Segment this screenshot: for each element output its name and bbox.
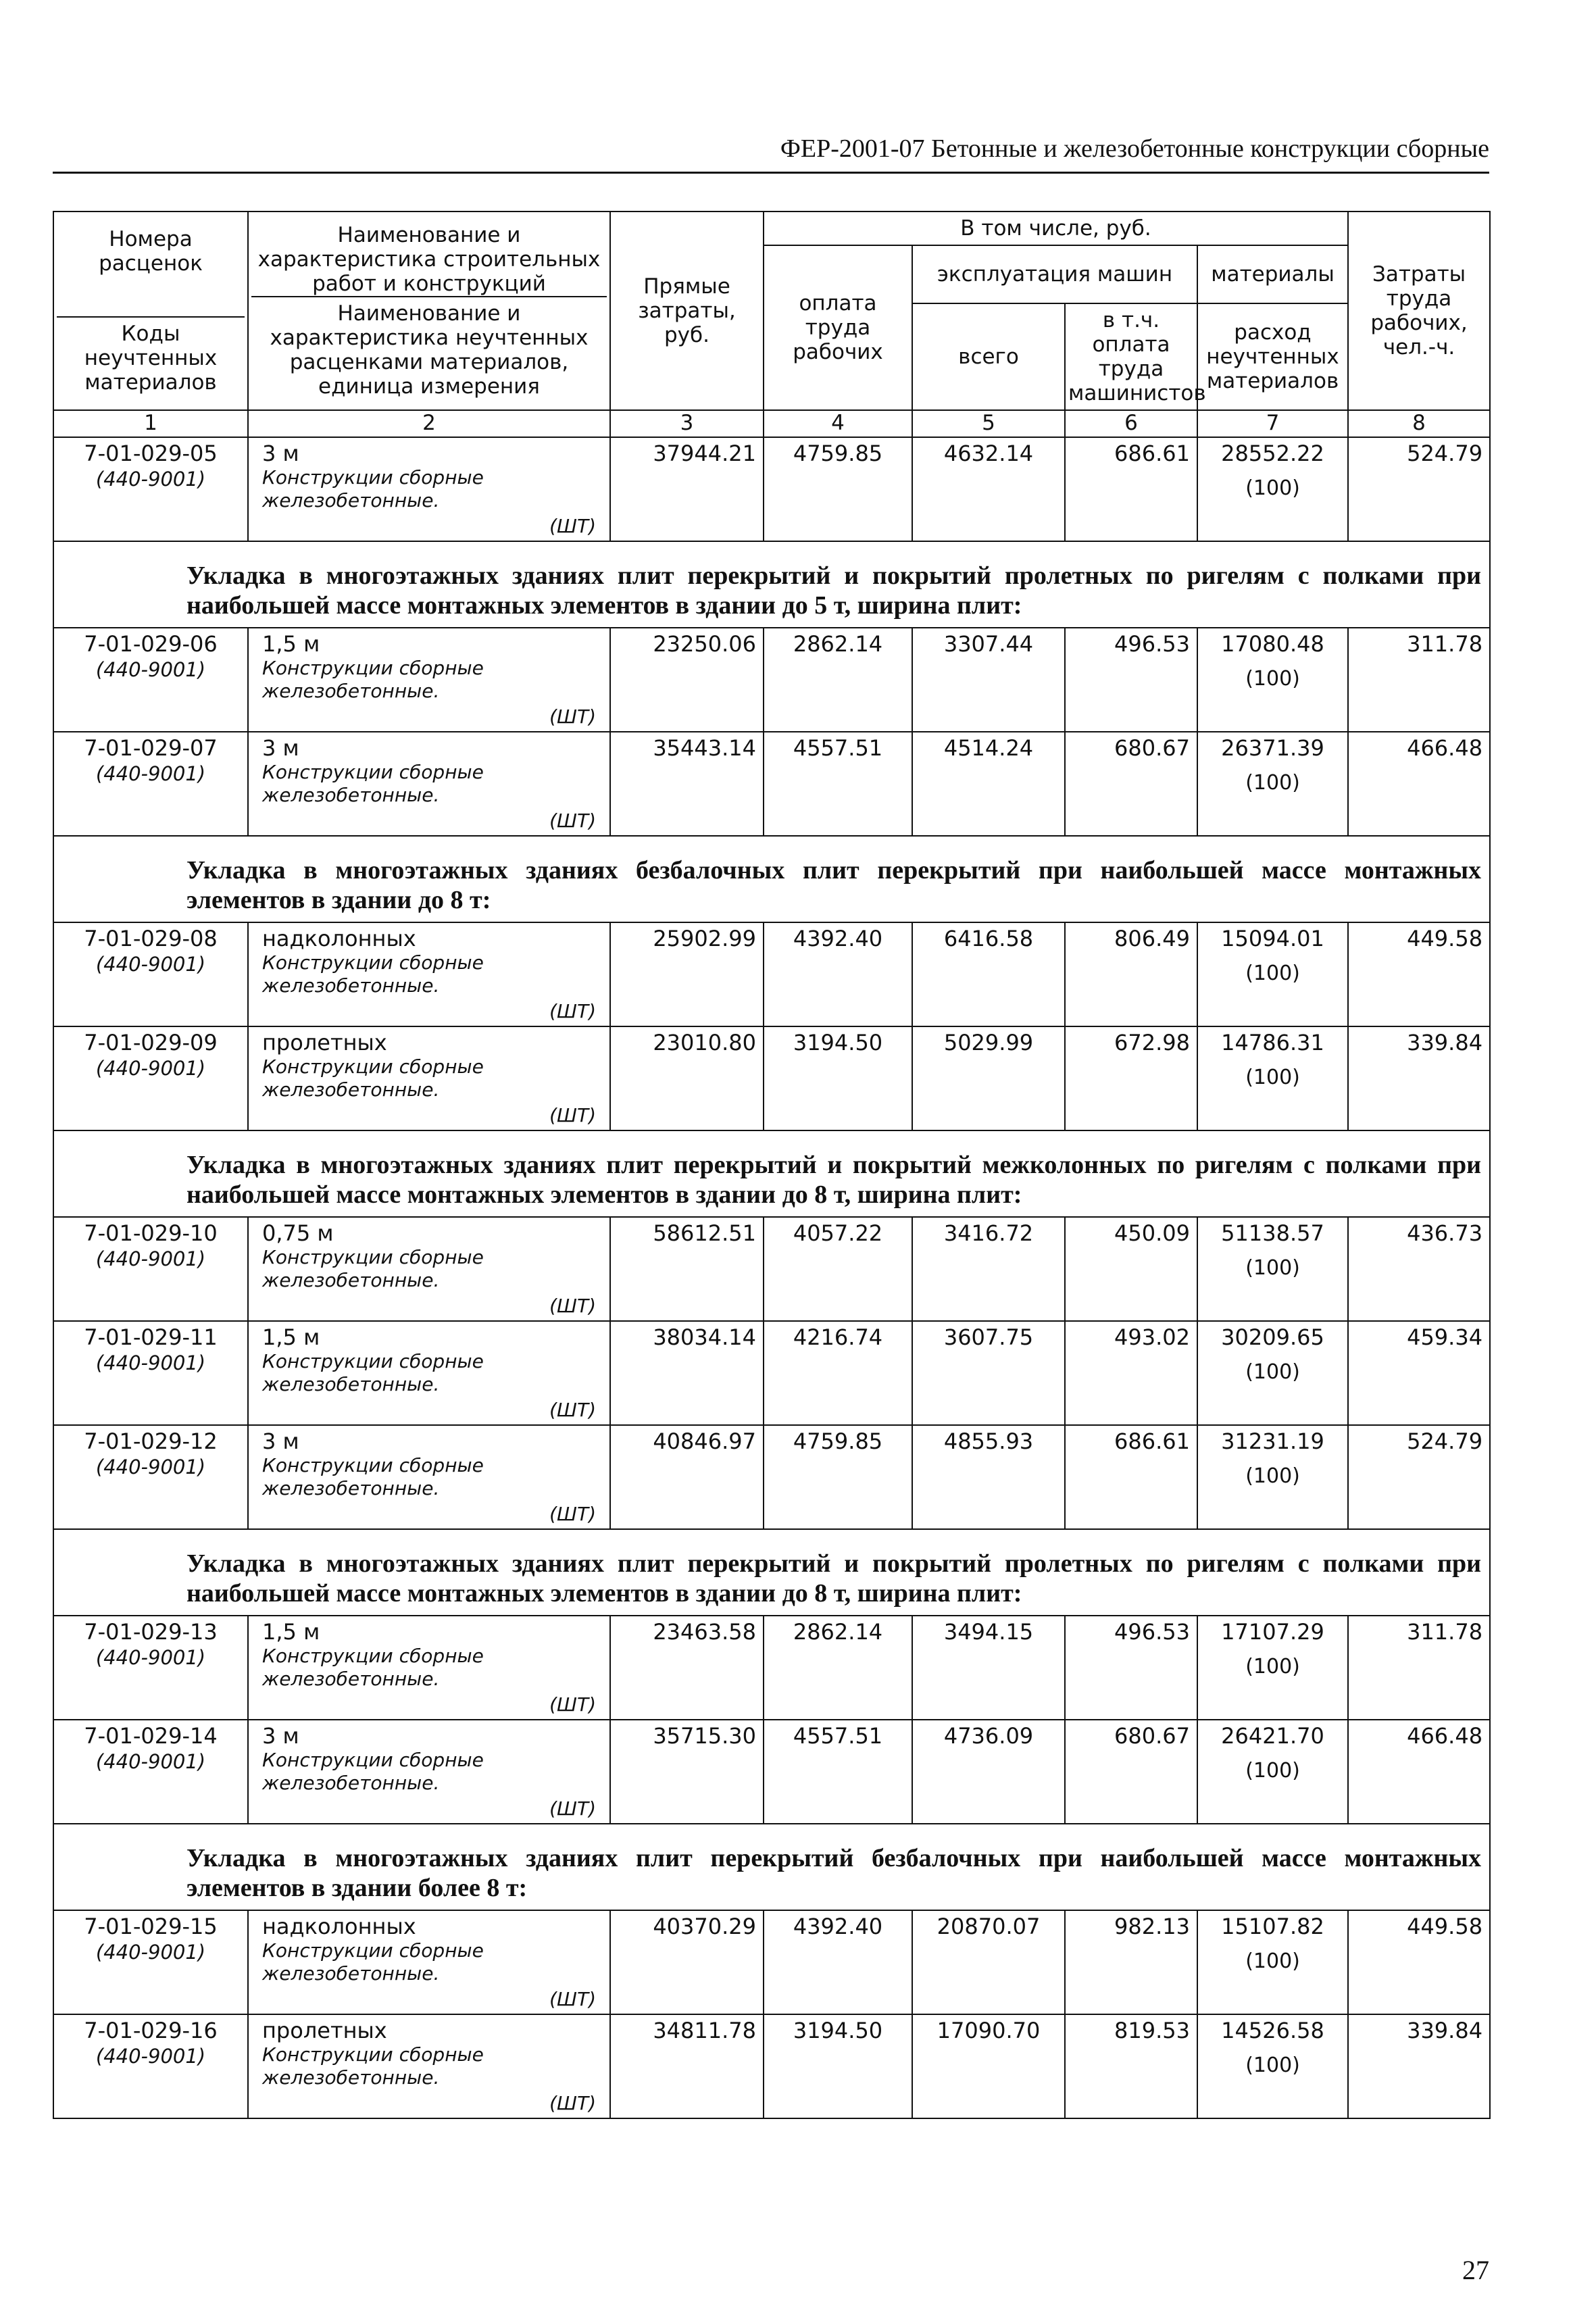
column-number: 7 [1197, 410, 1348, 437]
labor-hours: 436.73 [1348, 1217, 1490, 1321]
unit-label: (ШТ) [549, 515, 596, 537]
header-work-name: Наименование и характеристика строительных работ и конструкций [257, 223, 601, 296]
material-code: (440-9001) [95, 658, 206, 681]
material-quantity: (100) [1245, 1949, 1300, 1973]
rate-code-cell [53, 732, 248, 836]
labor-pay: 3194.50 [764, 2014, 912, 2118]
work-name-cell [248, 628, 610, 732]
unit-label: (ШТ) [549, 1295, 596, 1317]
unit-label: (ШТ) [549, 1000, 596, 1022]
materials-cell [1197, 732, 1348, 836]
materials-cost: 17080.48 [1221, 631, 1324, 657]
direct-costs: 40370.29 [610, 1910, 764, 2014]
column-number: 3 [610, 410, 764, 437]
materials-cell [1197, 437, 1348, 541]
rate-code: 7-01-029-13 [84, 1619, 218, 1645]
materials-cost: 15107.82 [1221, 1914, 1324, 1939]
work-name: 1,5 м [262, 1619, 320, 1645]
materials-cell [1197, 1616, 1348, 1720]
header-names-cell [248, 211, 610, 410]
work-name-cell [248, 2014, 610, 2118]
unit-label: (ШТ) [549, 2092, 596, 2114]
table-body [53, 211, 1490, 2118]
material-quantity: (100) [1245, 1360, 1300, 1384]
rate-code: 7-01-029-08 [84, 926, 218, 951]
table-row [53, 1616, 1490, 1720]
labor-hours: 459.34 [1348, 1321, 1490, 1425]
rate-code-cell [53, 1720, 248, 1824]
work-name: 3 м [262, 735, 299, 761]
materials-cost: 14526.58 [1221, 2018, 1324, 2043]
table-row [53, 1910, 1490, 2014]
header-material-codes: Коды неучтенных материалов [57, 316, 245, 395]
material-code: (440-9001) [95, 1750, 206, 1773]
work-name: 1,5 м [262, 1324, 320, 1350]
labor-hours: 449.58 [1348, 922, 1490, 1026]
materials-cost: 28552.22 [1221, 441, 1324, 466]
section-heading-row [53, 836, 1490, 922]
work-name: пролетных [262, 2018, 387, 2043]
section-heading: Укладка в многоэтажных зданиях плит перекрытий и покрытий пролетных по ригелям с полками при наибольшей массе монтажных элементов в здании до 5 т, ширина плит: [53, 541, 1490, 628]
material-quantity: (100) [1245, 1256, 1300, 1280]
work-name-cell [248, 437, 610, 541]
rate-code: 7-01-029-10 [84, 1220, 218, 1246]
table-row [53, 1026, 1490, 1130]
machines-total: 3607.75 [912, 1321, 1065, 1425]
header-direct-costs: Прямые затраты, руб. [610, 211, 764, 410]
header-machinists-pay: в т.ч. оплата труда машинистов [1065, 303, 1197, 410]
machines-total: 3494.15 [912, 1616, 1065, 1720]
machines-total: 3307.44 [912, 628, 1065, 732]
header-codes-cell [53, 211, 248, 410]
header-materials-label: материалы [1197, 245, 1348, 303]
material-quantity: (100) [1245, 1759, 1300, 1783]
work-name: 3 м [262, 1428, 299, 1454]
labor-pay: 4759.85 [764, 1425, 912, 1529]
material-name: Конструкции сборные железобетонные. [262, 2043, 484, 2089]
header-labor-hours: Затраты труда рабочих, чел.-ч. [1348, 211, 1490, 410]
materials-cell [1197, 1425, 1348, 1529]
column-number: 5 [912, 410, 1065, 437]
rate-code-cell [53, 922, 248, 1026]
header-rate-numbers: Номера расценок [99, 227, 203, 276]
material-name: Конструкции сборные железобетонные. [262, 1454, 484, 1499]
rate-code: 7-01-029-14 [84, 1723, 218, 1749]
header-unaccounted-materials: расход неучтенных материалов [1197, 303, 1348, 410]
materials-cost: 15094.01 [1221, 926, 1324, 951]
work-name: 3 м [262, 441, 299, 466]
work-name-cell [248, 1425, 610, 1529]
materials-cell [1197, 1026, 1348, 1130]
machines-total: 17090.70 [912, 2014, 1065, 2118]
labor-hours: 524.79 [1348, 1425, 1490, 1529]
labor-pay: 4057.22 [764, 1217, 912, 1321]
header-machines-total: всего [912, 303, 1065, 410]
direct-costs: 23250.06 [610, 628, 764, 732]
labor-pay: 2862.14 [764, 1616, 912, 1720]
rate-code-cell [53, 2014, 248, 2118]
material-quantity: (100) [1245, 1066, 1300, 1089]
rate-code-cell [53, 628, 248, 732]
section-heading-row [53, 1824, 1490, 1910]
section-heading: Укладка в многоэтажных зданиях плит перекрытий и покрытий пролетных по ригелям с полками при наибольшей массе монтажных элементов в здании до 8 т, ширина плит: [53, 1529, 1490, 1616]
column-number: 4 [764, 410, 912, 437]
unit-label: (ШТ) [549, 810, 596, 832]
work-name: 0,75 м [262, 1220, 334, 1246]
labor-pay: 4392.40 [764, 922, 912, 1026]
work-name-cell [248, 1217, 610, 1321]
material-quantity: (100) [1245, 771, 1300, 795]
material-name: Конструкции сборные железобетонные. [262, 761, 484, 806]
work-name-cell [248, 732, 610, 836]
header-machines-label: эксплуатация машин [912, 245, 1197, 303]
work-name-cell [248, 922, 610, 1026]
materials-cost: 31231.19 [1221, 1428, 1324, 1454]
material-name: Конструкции сборные железобетонные. [262, 1055, 484, 1101]
machines-total: 4855.93 [912, 1425, 1065, 1529]
table-row [53, 1217, 1490, 1321]
unit-label: (ШТ) [549, 1399, 596, 1421]
machinists-pay: 672.98 [1065, 1026, 1197, 1130]
machinists-pay: 806.49 [1065, 922, 1197, 1026]
material-code: (440-9001) [95, 1941, 206, 1964]
unit-label: (ШТ) [549, 1988, 596, 2010]
header-material-name: Наименование и характеристика неучтенных расценками материалов, единица измерения [251, 296, 607, 399]
material-name: Конструкции сборные железобетонные. [262, 1939, 484, 1985]
direct-costs: 58612.51 [610, 1217, 764, 1321]
machines-total: 6416.58 [912, 922, 1065, 1026]
material-name: Конструкции сборные железобетонные. [262, 1246, 484, 1291]
column-number: 1 [53, 410, 248, 437]
work-name: надколонных [262, 1914, 416, 1939]
rate-code: 7-01-029-09 [84, 1030, 218, 1055]
material-code: (440-9001) [95, 2045, 206, 2068]
section-heading-row [53, 541, 1490, 628]
materials-cell [1197, 922, 1348, 1026]
rate-code: 7-01-029-05 [84, 441, 218, 466]
machinists-pay: 450.09 [1065, 1217, 1197, 1321]
material-code: (440-9001) [95, 1247, 206, 1270]
direct-costs: 35443.14 [610, 732, 764, 836]
unit-label: (ШТ) [549, 1797, 596, 1820]
labor-hours: 524.79 [1348, 437, 1490, 541]
material-code: (440-9001) [95, 762, 206, 785]
rate-code: 7-01-029-07 [84, 735, 218, 761]
labor-hours: 449.58 [1348, 1910, 1490, 2014]
rate-code-cell [53, 1217, 248, 1321]
material-name: Конструкции сборные железобетонные. [262, 466, 484, 512]
materials-cell [1197, 1720, 1348, 1824]
machinists-pay: 680.67 [1065, 732, 1197, 836]
machinists-pay: 496.53 [1065, 1616, 1197, 1720]
table-row [53, 1720, 1490, 1824]
machines-total: 4514.24 [912, 732, 1065, 836]
rate-code: 7-01-029-15 [84, 1914, 218, 1939]
material-code: (440-9001) [95, 468, 206, 491]
work-name-cell [248, 1720, 610, 1824]
materials-cost: 17107.29 [1221, 1619, 1324, 1645]
direct-costs: 23463.58 [610, 1616, 764, 1720]
section-heading: Укладка в многоэтажных зданиях плит перекрытий и покрытий межколонных по ригелям с полками при наибольшей массе монтажных элементов в здании до 8 т, ширина плит: [53, 1130, 1490, 1217]
labor-hours: 311.78 [1348, 1616, 1490, 1720]
labor-pay: 4216.74 [764, 1321, 912, 1425]
material-quantity: (100) [1245, 476, 1300, 500]
material-quantity: (100) [1245, 962, 1300, 985]
work-name-cell [248, 1321, 610, 1425]
machines-total: 4736.09 [912, 1720, 1065, 1824]
machinists-pay: 496.53 [1065, 628, 1197, 732]
material-code: (440-9001) [95, 1455, 206, 1478]
rate-code: 7-01-029-12 [84, 1428, 218, 1454]
labor-pay: 3194.50 [764, 1026, 912, 1130]
unit-label: (ШТ) [549, 1503, 596, 1525]
materials-cost: 26371.39 [1221, 735, 1324, 761]
materials-cell [1197, 1910, 1348, 2014]
section-heading-row [53, 1130, 1490, 1217]
machinists-pay: 686.61 [1065, 437, 1197, 541]
rate-code: 7-01-029-16 [84, 2018, 218, 2043]
work-name-cell [248, 1026, 610, 1130]
rate-code-cell [53, 1616, 248, 1720]
labor-pay: 4557.51 [764, 732, 912, 836]
rate-code-cell [53, 1026, 248, 1130]
labor-hours: 339.84 [1348, 2014, 1490, 2118]
labor-hours: 311.78 [1348, 628, 1490, 732]
work-name-cell [248, 1910, 610, 2014]
labor-hours: 339.84 [1348, 1026, 1490, 1130]
unit-label: (ШТ) [549, 1693, 596, 1716]
rate-code-cell [53, 1321, 248, 1425]
table-row [53, 437, 1490, 541]
rate-code-cell [53, 1425, 248, 1529]
rate-code: 7-01-029-11 [84, 1324, 218, 1350]
labor-pay: 2862.14 [764, 628, 912, 732]
direct-costs: 35715.30 [610, 1720, 764, 1824]
machinists-pay: 493.02 [1065, 1321, 1197, 1425]
direct-costs: 40846.97 [610, 1425, 764, 1529]
materials-cell [1197, 628, 1348, 732]
section-heading: Укладка в многоэтажных зданиях плит перекрытий безбалочных при наибольшей массе монтажных элементов в здании более 8 т: [53, 1824, 1490, 1910]
labor-pay: 4557.51 [764, 1720, 912, 1824]
unit-label: (ШТ) [549, 1104, 596, 1126]
table-row [53, 732, 1490, 836]
table-row [53, 922, 1490, 1026]
machinists-pay: 819.53 [1065, 2014, 1197, 2118]
machinists-pay: 982.13 [1065, 1910, 1197, 2014]
direct-costs: 37944.21 [610, 437, 764, 541]
labor-hours: 466.48 [1348, 732, 1490, 836]
material-name: Конструкции сборные железобетонные. [262, 657, 484, 702]
labor-hours: 466.48 [1348, 1720, 1490, 1824]
table-row [53, 628, 1490, 732]
material-quantity: (100) [1245, 1655, 1300, 1678]
header-labor-pay: оплата труда рабочих [764, 245, 912, 410]
material-name: Конструкции сборные железобетонные. [262, 1645, 484, 1690]
column-number: 6 [1065, 410, 1197, 437]
machines-total: 4632.14 [912, 437, 1065, 541]
material-name: Конструкции сборные железобетонные. [262, 1350, 484, 1395]
machines-total: 3416.72 [912, 1217, 1065, 1321]
header-group-label: В том числе, руб. [764, 211, 1348, 245]
material-quantity: (100) [1245, 1464, 1300, 1488]
unit-label: (ШТ) [549, 705, 596, 728]
material-name: Конструкции сборные железобетонные. [262, 951, 484, 997]
labor-pay: 4759.85 [764, 437, 912, 541]
rates-table [53, 211, 1491, 2119]
material-name: Конструкции сборные железобетонные. [262, 1749, 484, 1794]
work-name: пролетных [262, 1030, 387, 1055]
page-number: 27 [1462, 2255, 1489, 2285]
materials-cost: 26421.70 [1221, 1723, 1324, 1749]
machines-total: 5029.99 [912, 1026, 1065, 1130]
materials-cell [1197, 1217, 1348, 1321]
material-code: (440-9001) [95, 1646, 206, 1669]
material-code: (440-9001) [95, 953, 206, 976]
materials-cell [1197, 1321, 1348, 1425]
direct-costs: 23010.80 [610, 1026, 764, 1130]
rate-code-cell [53, 437, 248, 541]
material-quantity: (100) [1245, 2053, 1300, 2077]
table-row [53, 1321, 1490, 1425]
section-heading: Укладка в многоэтажных зданиях безбалочных плит перекрытий при наибольшей массе монтажных элементов в здании до 8 т: [53, 836, 1490, 922]
material-code: (440-9001) [95, 1057, 206, 1080]
section-heading-row [53, 1529, 1490, 1616]
direct-costs: 25902.99 [610, 922, 764, 1026]
work-name-cell [248, 1616, 610, 1720]
column-number: 8 [1348, 410, 1490, 437]
column-numbers-row [53, 410, 1490, 437]
materials-cost: 30209.65 [1221, 1324, 1324, 1350]
work-name: 3 м [262, 1723, 299, 1749]
page-header: ФЕР-2001-07 Бетонные и железобетонные конструкции сборные [53, 132, 1489, 174]
materials-cost: 14786.31 [1221, 1030, 1324, 1055]
machinists-pay: 686.61 [1065, 1425, 1197, 1529]
rate-code-cell [53, 1910, 248, 2014]
materials-cost: 51138.57 [1221, 1220, 1324, 1246]
table-row [53, 1425, 1490, 1529]
direct-costs: 34811.78 [610, 2014, 764, 2118]
column-number: 2 [248, 410, 610, 437]
rate-code: 7-01-029-06 [84, 631, 218, 657]
machines-total: 20870.07 [912, 1910, 1065, 2014]
material-code: (440-9001) [95, 1351, 206, 1374]
material-quantity: (100) [1245, 667, 1300, 691]
materials-cell [1197, 2014, 1348, 2118]
labor-pay: 4392.40 [764, 1910, 912, 2014]
table-row [53, 2014, 1490, 2118]
work-name: надколонных [262, 926, 416, 951]
direct-costs: 38034.14 [610, 1321, 764, 1425]
work-name: 1,5 м [262, 631, 320, 657]
machinists-pay: 680.67 [1065, 1720, 1197, 1824]
